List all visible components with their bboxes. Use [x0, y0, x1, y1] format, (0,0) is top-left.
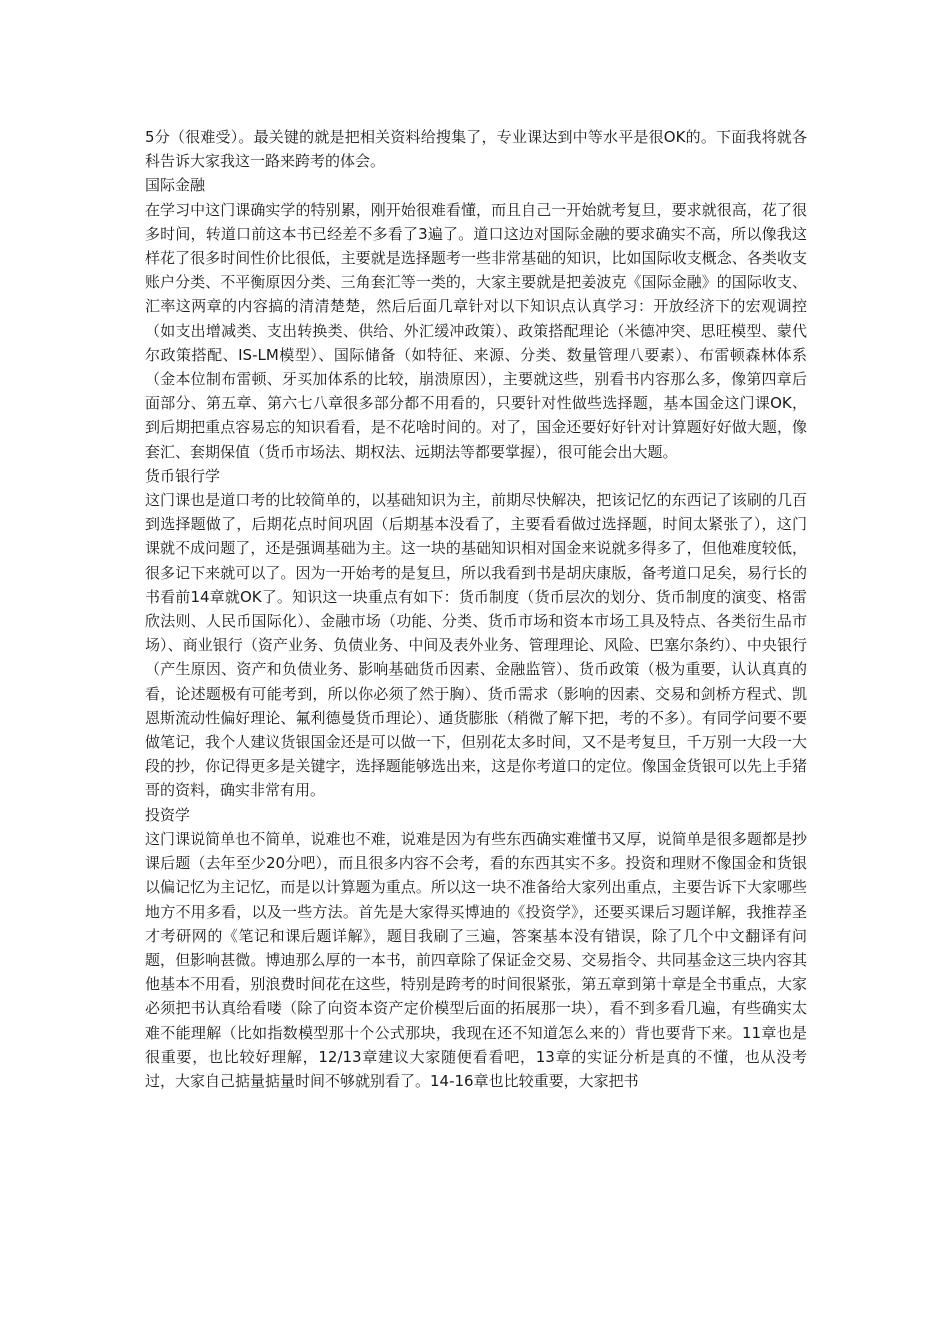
intro-paragraph: 5分（很难受）。最关键的就是把相关资料给搜集了，专业课达到中等水平是很OK的。下面我将就各科告诉大家我这一路来跨考的体会。: [145, 128, 807, 171]
section-body-investments: 这门课说简单也不简单，说难也不难，说难是因为有些东西确实难懂书又厚，说简单是很多题都是抄课后题（去年至少20分吧），而且很多内容不会考，看的东西其实不多。投资和理财不像国金和货银以偏记忆为主记忆，而是以计算题为重点。所以这一块不准备给大家列出重点，主要告诉下大家哪些地方不用多看，以及一些方法。首先是大家得买博迪的《投资学》，还要买课后习题详解，我推荐圣才考研网的《笔记和课后题详解》，题目我刷了三遍，答案基本没有错误，除了几个中文翻译有问题，但影响甚微。博迪那么厚的一本书，前四章除了保证金交易、交易指令、共同基金这三块内容其他基本不用看，别浪费时间花在这些，特别是跨考的时间很紧张，第五章到第十章是全书重点，大家必须把书认真给看喽（除了向资本资产定价模型后面的拓展那一块），看不到多看几遍，有些确实太难不能理解（比如指数模型那十个公式那块，我现在还不知道怎么来的）背也要背下来。11章也是很重要，也比较好理解，12/13章建议大家随便看看吧，13章的实证分析是真的不懂，也从没考过，大家自己掂量掂量时间不够就别看了。14-16章也比较重要，大家把书: [145, 829, 807, 1090]
section-body-international-finance: 在学习中这门课确实学的特别累，刚开始很难看懂，而且自己一开始就考复旦，要求就很高，花了很多时间，转道口前这本书已经差不多看了3遍了。道口这边对国际金融的要求确实不高，所以像我这样花了很多时间性价比很低，主要就是选择题考一些非常基础的知识，比如国际收支概念、各类收支账户分类、不平衡原因分类、三角套汇等一类的，大家主要就是把姜波克《国际金融》的国际收支、汇率这两章的内容搞的清清楚楚，然后后面几章针对以下知识点认真学习：开放经济下的宏观调控（如支出增减类、支出转换类、供给、外汇缓冲政策）、政策搭配理论（米德冲突、思旺模型、蒙代尔政策搭配、IS-LM模型）、国际储备（如特征、来源、分类、数量管理八要素）、布雷顿森林体系（金本位制布雷顿、牙买加体系的比较，崩溃原因），主要就这些，别看书内容那么多，像第四章后面部分、第五章、第六七八章很多部分都不用看的，只要针对性做些选择题，基本国金这门课OK，到后期把重点容易忘的知识看看，是不花啥时间的。对了，国金还要好好针对计算题好好做大题，像套汇、套期保值（货币市场法、期权法、远期法等都要掌握），很可能会出大题。: [145, 200, 807, 461]
section-body-money-banking: 这门课也是道口考的比较简单的，以基础知识为主，前期尽快解决，把该记忆的东西记了该刷的几百到选择题做了，后期花点时间巩固（后期基本没看了，主要看看做过选择题，时间太紧张了），这门课就不成问题了，还是强调基础为主。这一块的基础知识相对国金来说就多得多了，但他难度较低，很多记下来就可以了。因为一开始考的是复旦，所以我看到书是胡庆康版，备考道口足矣，易行长的书看前14章就OK了。知识这一块重点有如下：货币制度（货币层次的划分、货币制度的演变、格雷欣法则、人民币国际化）、金融市场（功能、分类、货币市场和资本市场工具及特点、各类衍生品市场）、商业银行（资产业务、负债业务、中间及表外业务、管理理论、风险、巴塞尔条约）、中央银行（产生原因、资产和负债业务、影响基础货币因素、金融监管）、货币政策（极为重要，认认真真的看，论述题极有可能考到，所以你必须了然于胸）、货币需求（影响的因素、交易和剑桥方程式、凯恩斯流动性偏好理论、氟利德曼货币理论）、通货膨胀（稍微了解下把，考的不多）。有同学问要不要做笔记，我个人建议货银国金还是可以做一下，但别花太多时间，又不是考复旦，千万别一大段一大段的抄，你记得更多是关键字，选择题能够选出来，这是你考道口的定位。像国金货银可以先上手猪哥的资料，确实非常有用。: [145, 491, 807, 800]
document-page: [145, 125, 807, 1093]
section-heading-international-finance: 国际金融: [145, 176, 206, 195]
section-heading-money-banking: 货币银行学: [145, 466, 221, 485]
section-heading-investments: 投资学: [145, 805, 191, 824]
